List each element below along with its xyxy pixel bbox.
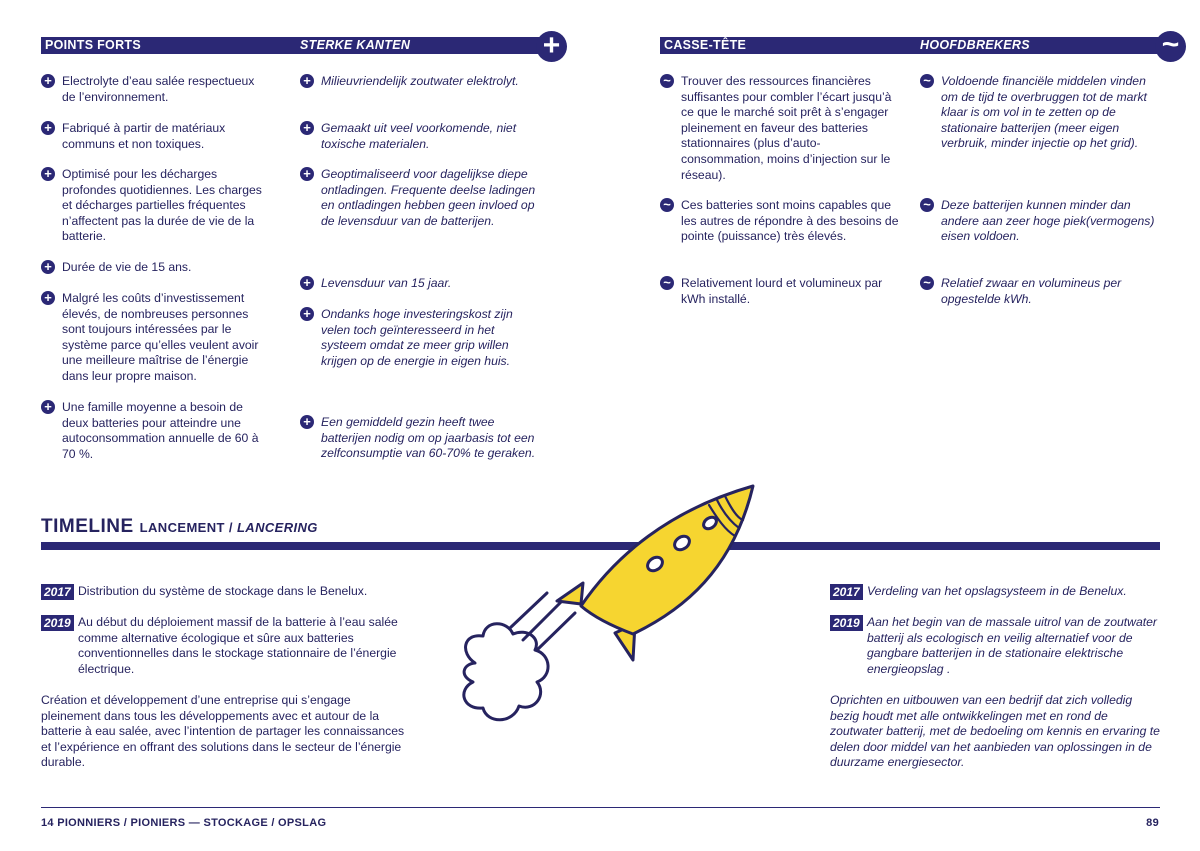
year-badge: 2019 (830, 615, 863, 631)
list-item: + Optimisé pour les décharges profondes quotidiennes. Les charges et décharges partielles fréquentes n’affectent pas la durée de vie de la batterie. (41, 167, 271, 245)
smoke-cloud (464, 624, 548, 720)
list-item: + Ondanks hoge investeringskost zijn velen toch geïnteresseerd in het systeem omdat ze meer grip willen krijgen op de energie in eigen huis. (300, 307, 540, 369)
plus-circle-icon: + (41, 74, 55, 88)
timeline-paragraph-fr: Création et développement d’une entreprise qui s’engage pleinement dans tous les développements avec et autour de la batterie à eau salée, avec l’intention de partager les connaissances et l’expérience en offrant des solutions dans le secteur de l’énergie durable. (41, 693, 405, 770)
list-item: + Fabriqué à partir de matériaux communs et non toxiques. (41, 121, 271, 152)
list-item: ~ Voldoende financiële middelen vinden om de tijd te overbruggen tot de markt klaar is om vol in te zetten op de stationaire batterijen (meer eigen verbruik, minder injectie op het grid). (920, 74, 1160, 152)
plus-circle-icon: + (300, 276, 314, 290)
tilde-circle-icon: ~ (660, 276, 674, 290)
tilde-circle-icon: ~ (660, 74, 674, 88)
tilde-circle-icon: ~ (920, 74, 934, 88)
strengths-heading-fr: POINTS FORTS (45, 38, 141, 52)
plus-circle-icon: + (300, 74, 314, 88)
list-item: + Une famille moyenne a besoin de deux batteries pour atteindre une autoconsommation annuelle de 60 à 70 %. (41, 400, 271, 462)
year-badge: 2017 (830, 584, 863, 600)
challenges-heading-fr: CASSE-TÊTE (664, 38, 747, 52)
rocket-body (581, 486, 753, 634)
list-item: + Gemaakt uit veel voorkomende, niet toxische materialen. (300, 121, 540, 152)
strengths-heading-nl: STERKE KANTEN (300, 38, 411, 52)
tilde-circle-icon: ~ (660, 198, 674, 212)
footer-rule (41, 807, 1160, 808)
timeline-event: 2017 Distribution du système de stockage dans le Benelux. (41, 584, 411, 600)
plus-circle-icon: + (300, 121, 314, 135)
challenges-header-bar (660, 37, 1170, 54)
plus-circle-icon: + (41, 121, 55, 135)
list-item: + Geoptimaliseerd voor dagelijkse diepe ontladingen. Frequente deelse ladingen en ontladingen hebben geen invloed op de levensduur van de batterijen. (300, 167, 540, 229)
list-item: ~ Deze batterijen kunnen minder dan andere aan zeer hoge piek(vermogens) eisen voldoen. (920, 198, 1160, 245)
year-badge: 2019 (41, 615, 74, 631)
timeline-title (41, 516, 318, 538)
tilde-circle-icon: ~ (920, 276, 934, 290)
list-item: + Milieuvriendelijk zoutwater elektrolyt. (300, 74, 519, 90)
plus-circle-icon: + (41, 167, 55, 181)
timeline-event: 2019 Aan het begin van de massale uitrol van de zoutwater batterij als ecologisch en veilig alternatief voor de gangbare batterijen in de stationaire elektrische energieopslag . (830, 615, 1160, 677)
rocket-icon (455, 478, 765, 748)
rocket-fin-left (557, 583, 583, 604)
list-item: ~ Ces batteries sont moins capables que les autres de répondre à des besoins de pointe (puissance) très élevés. (660, 198, 900, 245)
strengths-header-bar (41, 37, 551, 54)
tilde-badge-icon: ~ (1155, 31, 1186, 62)
footer-left: 14 PIONNIERS / PIONIERS — STOCKAGE / OPSLAG (41, 817, 327, 829)
page-number: 89 (1146, 817, 1159, 829)
plus-circle-icon: + (300, 167, 314, 181)
plus-circle-icon: + (41, 260, 55, 274)
timeline-heading: TIMELINE (41, 516, 134, 537)
tilde-circle-icon: ~ (920, 198, 934, 212)
list-item: ~ Relativement lourd et volumineux par kWh installé. (660, 276, 900, 307)
list-item: ~ Trouver des ressources financières suffisantes pour combler l’écart jusqu’à ce que le marché soit prêt à s’engager pleinement en faveur des batteries stationnaires (plus d’auto-consommation, moins d’injection sur le réseau). (660, 74, 900, 183)
plus-circle-icon: + (300, 307, 314, 321)
plus-circle-icon: + (41, 400, 55, 414)
timeline-paragraph-nl: Oprichten en uitbouwen van een bedrijf dat zich volledig bezig houdt met alle ontwikkelingen met en rond de zoutwater batterij, met de bedoeling om kennis en ervaring te delen door middel van het aanbieden van oplossingen in de duurzame energiesector. (830, 693, 1160, 770)
plus-circle-icon: + (300, 415, 314, 429)
list-item: + Malgré les coûts d’investissement élevés, de nombreuses personnes sont toujours intéressées par le système parce qu’elles veulent avoir une meilleure maîtrise de l’énergie dans leur propre maison. (41, 291, 271, 385)
challenges-heading-nl: HOOFDBREKERS (920, 38, 1030, 52)
timeline-subtitle: LANCEMENT / LANCERING (139, 520, 318, 535)
list-item: + Durée de vie de 15 ans. (41, 260, 191, 276)
timeline-event: 2017 Verdeling van het opslagsysteem in de Benelux. (830, 584, 1160, 600)
list-item: ~ Relatief zwaar en volumineus per opgestelde kWh. (920, 276, 1160, 307)
plus-circle-icon: + (41, 291, 55, 305)
list-item: + Electrolyte d’eau salée respectueux de l’environnement. (41, 74, 271, 105)
year-badge: 2017 (41, 584, 74, 600)
timeline-event: 2019 Au début du déploiement massif de la batterie à l’eau salée comme alternative écologique et sûre aux batteries conventionnelles dans le stockage stationnaire de l’énergie électrique. (41, 615, 411, 677)
list-item: + Een gemiddeld gezin heeft twee batterijen nodig om op jaarbasis tot een zelfconsumptie van 60-70% te geraken. (300, 415, 540, 462)
list-item: + Levensduur van 15 jaar. (300, 276, 451, 292)
plus-badge-icon: + (536, 31, 567, 62)
